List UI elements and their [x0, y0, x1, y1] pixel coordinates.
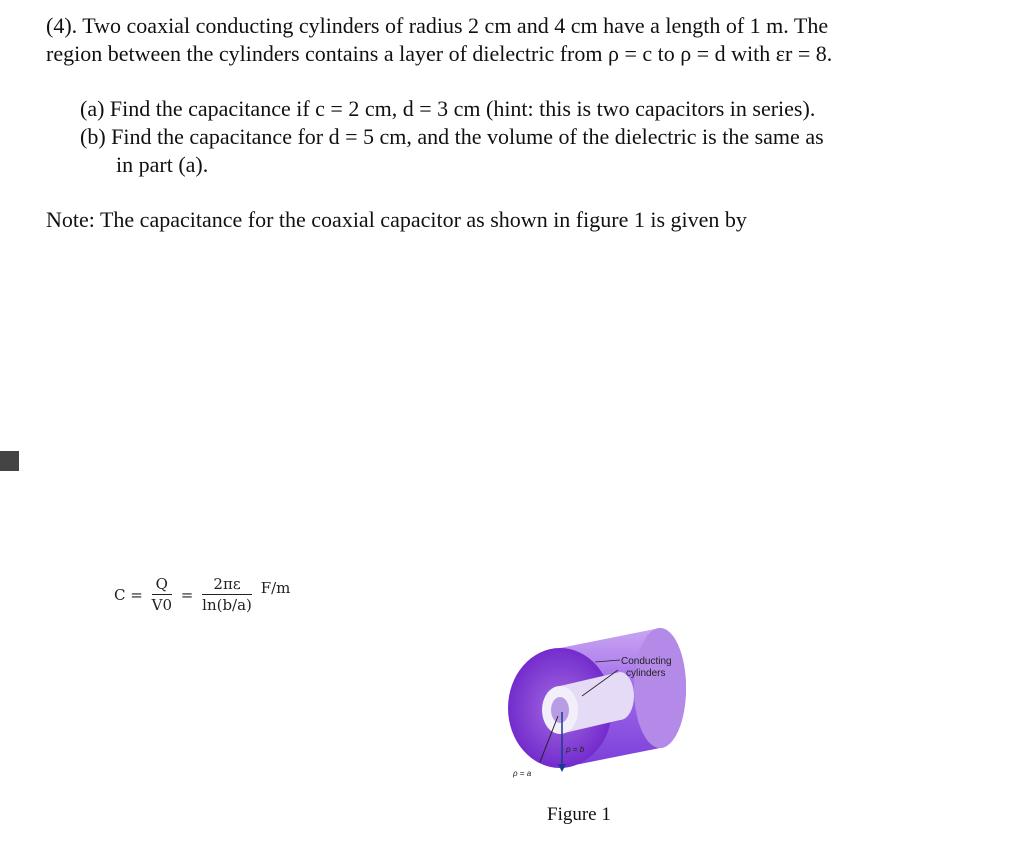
capacitance-formula — [114, 574, 290, 615]
part-b: (b) Find the capacitance for d = 5 cm, and the volume of the dielectric is the same as — [80, 124, 824, 149]
label-conducting: Conducting — [621, 656, 672, 667]
label-rho-a: ρ = a — [513, 769, 532, 778]
outer-cylinder-back — [634, 628, 686, 748]
fraction-2-numerator: 2πε — [202, 574, 252, 595]
fraction-2-denominator: ln(b/a) — [202, 596, 252, 614]
fraction-1-denominator: V0 — [151, 596, 172, 614]
formula-fraction-2 — [202, 574, 252, 615]
problem-line-2: region between the cylinders contains a layer of dielectric from ρ = c to ρ = d with εr = 8. — [46, 41, 833, 66]
label-rho-b: ρ = b — [566, 745, 585, 754]
formula-unit: F/m — [260, 578, 291, 597]
formula-equals: = — [180, 585, 194, 604]
formula-fraction-1 — [152, 574, 172, 615]
formula-lhs: C = — [114, 585, 143, 604]
label-cylinders: cylinders — [626, 668, 666, 679]
problem-line-1: (4). Two coaxial conducting cylinders of radius 2 cm and 4 cm have a length of 1 m. The — [46, 13, 829, 38]
figure-caption: Figure 1 — [547, 804, 611, 825]
rho-b-arrowhead — [558, 764, 566, 772]
note-text: Note: The capacitance for the coaxial capacitor as shown in figure 1 is given by — [46, 207, 747, 232]
part-b-continued: in part (a). — [116, 152, 209, 177]
fraction-1-numerator: Q — [152, 574, 172, 595]
side-panel-tab[interactable] — [0, 451, 19, 471]
coaxial-cylinder-figure — [500, 620, 710, 790]
part-a: (a) Find the capacitance if c = 2 cm, d = 3 cm (hint: this is two capacitors in series). — [80, 96, 816, 121]
inner-cylinder-hole — [551, 697, 569, 723]
